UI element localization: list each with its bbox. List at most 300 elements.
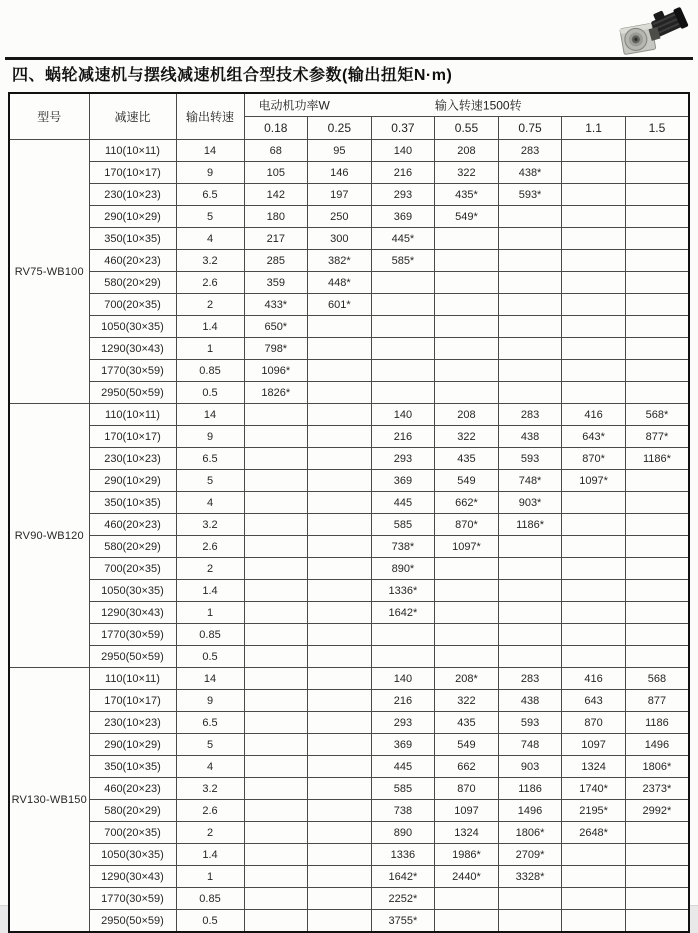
torque-cell	[308, 448, 372, 470]
torque-cell: 180	[244, 206, 308, 228]
output-speed-cell: 9	[176, 162, 244, 184]
table-row	[9, 756, 689, 778]
torque-cell	[562, 910, 626, 933]
torque-cell	[371, 294, 435, 316]
torque-cell: 1097	[562, 734, 626, 756]
torque-cell	[498, 294, 562, 316]
output-speed-cell: 0.5	[176, 646, 244, 668]
torque-cell: 369	[371, 206, 435, 228]
torque-cell: 1826*	[244, 382, 308, 404]
torque-cell	[308, 360, 372, 382]
ratio-cell: 350(10×35)	[89, 756, 176, 778]
torque-cell: 1097*	[562, 470, 626, 492]
table-row	[9, 272, 689, 294]
torque-cell	[308, 338, 372, 360]
torque-cell	[308, 602, 372, 624]
torque-cell: 2373*	[625, 778, 689, 800]
torque-cell	[625, 272, 689, 294]
torque-cell	[625, 470, 689, 492]
torque-cell	[435, 580, 499, 602]
torque-cell	[625, 360, 689, 382]
ratio-cell: 230(10×23)	[89, 712, 176, 734]
table-row	[9, 646, 689, 668]
torque-cell: 369	[371, 734, 435, 756]
torque-cell: 433*	[244, 294, 308, 316]
table-row	[9, 294, 689, 316]
torque-cell	[562, 162, 626, 184]
ratio-cell: 290(10×29)	[89, 206, 176, 228]
table-row	[9, 206, 689, 228]
torque-cell: 890*	[371, 558, 435, 580]
torque-cell	[498, 646, 562, 668]
torque-cell	[562, 360, 626, 382]
torque-cell: 738	[371, 800, 435, 822]
torque-cell: 601*	[308, 294, 372, 316]
torque-cell	[625, 910, 689, 933]
torque-cell: 585	[371, 514, 435, 536]
output-speed-cell: 2.6	[176, 272, 244, 294]
torque-cell	[435, 272, 499, 294]
torque-cell: 285	[244, 250, 308, 272]
torque-cell	[625, 206, 689, 228]
torque-cell: 2992*	[625, 800, 689, 822]
torque-cell: 293	[371, 184, 435, 206]
table-row	[9, 866, 689, 888]
output-speed-cell: 4	[176, 492, 244, 514]
torque-cell	[625, 558, 689, 580]
torque-cell	[371, 624, 435, 646]
torque-cell: 1186*	[498, 514, 562, 536]
torque-cell	[498, 888, 562, 910]
table-row	[9, 712, 689, 734]
ratio-cell: 110(10×11)	[89, 404, 176, 426]
torque-cell	[308, 536, 372, 558]
torque-cell	[371, 338, 435, 360]
col-header-output-speed: 输出转速	[176, 93, 244, 140]
power-column-header: 0.75	[498, 117, 562, 140]
torque-cell	[625, 228, 689, 250]
output-speed-cell: 0.85	[176, 888, 244, 910]
torque-cell: 359	[244, 272, 308, 294]
torque-cell	[308, 844, 372, 866]
torque-cell	[435, 602, 499, 624]
table-row	[9, 624, 689, 646]
torque-cell	[244, 514, 308, 536]
torque-cell	[244, 800, 308, 822]
output-speed-cell: 6.5	[176, 448, 244, 470]
torque-cell: 1096*	[244, 360, 308, 382]
torque-cell	[244, 866, 308, 888]
col-header-ratio: 减速比	[89, 93, 176, 140]
ratio-cell: 110(10×11)	[89, 668, 176, 690]
output-speed-cell: 6.5	[176, 184, 244, 206]
torque-cell: 2440*	[435, 866, 499, 888]
ratio-cell: 350(10×35)	[89, 228, 176, 250]
torque-cell	[308, 492, 372, 514]
torque-cell	[244, 580, 308, 602]
ratio-cell: 170(10×17)	[89, 690, 176, 712]
torque-cell	[435, 338, 499, 360]
torque-cell	[562, 316, 626, 338]
torque-cell: 1642*	[371, 866, 435, 888]
table-row	[9, 558, 689, 580]
torque-cell: 1097	[435, 800, 499, 822]
model-cell: RV75-WB100	[9, 140, 89, 404]
ratio-cell: 230(10×23)	[89, 184, 176, 206]
torque-cell: 216	[371, 162, 435, 184]
torque-cell	[435, 294, 499, 316]
torque-cell: 877	[625, 690, 689, 712]
torque-cell	[435, 250, 499, 272]
power-column-header: 0.37	[371, 117, 435, 140]
output-speed-cell: 2.6	[176, 800, 244, 822]
torque-cell	[308, 822, 372, 844]
output-speed-cell: 9	[176, 426, 244, 448]
torque-cell	[308, 756, 372, 778]
gearmotor-photo-icon	[614, 6, 688, 58]
output-speed-cell: 1	[176, 602, 244, 624]
torque-cell	[371, 382, 435, 404]
torque-cell: 593*	[498, 184, 562, 206]
torque-cell: 2709*	[498, 844, 562, 866]
torque-cell: 870	[435, 778, 499, 800]
torque-cell	[308, 404, 372, 426]
torque-cell: 140	[371, 404, 435, 426]
ratio-cell: 580(20×29)	[89, 800, 176, 822]
torque-cell: 448*	[308, 272, 372, 294]
torque-cell: 2252*	[371, 888, 435, 910]
torque-cell	[244, 492, 308, 514]
torque-cell	[244, 404, 308, 426]
table-row	[9, 800, 689, 822]
torque-cell: 208*	[435, 668, 499, 690]
torque-cell: 283	[498, 668, 562, 690]
output-speed-cell: 9	[176, 690, 244, 712]
torque-cell: 643	[562, 690, 626, 712]
torque-cell: 140	[371, 140, 435, 162]
table-row	[9, 404, 689, 426]
torque-cell: 3328*	[498, 866, 562, 888]
torque-cell: 1642*	[371, 602, 435, 624]
torque-cell	[371, 316, 435, 338]
torque-cell	[244, 558, 308, 580]
torque-cell: 283	[498, 140, 562, 162]
output-speed-cell: 4	[176, 228, 244, 250]
torque-cell: 1496	[498, 800, 562, 822]
torque-cell: 1806*	[625, 756, 689, 778]
ratio-cell: 1050(30×35)	[89, 316, 176, 338]
torque-cell: 870	[562, 712, 626, 734]
output-speed-cell: 2	[176, 822, 244, 844]
torque-cell: 748*	[498, 470, 562, 492]
torque-cell	[244, 734, 308, 756]
torque-cell	[625, 140, 689, 162]
torque-cell	[562, 272, 626, 294]
output-speed-cell: 5	[176, 470, 244, 492]
torque-cell	[498, 580, 562, 602]
torque-cell	[562, 514, 626, 536]
torque-cell	[308, 558, 372, 580]
torque-cell: 549*	[435, 206, 499, 228]
power-column-header: 0.18	[244, 117, 308, 140]
output-speed-cell: 0.5	[176, 382, 244, 404]
torque-cell	[562, 492, 626, 514]
torque-cell: 593	[498, 712, 562, 734]
torque-cell	[308, 624, 372, 646]
torque-cell	[562, 888, 626, 910]
torque-cell: 1336*	[371, 580, 435, 602]
ratio-cell: 1770(30×59)	[89, 888, 176, 910]
ratio-cell: 1290(30×43)	[89, 338, 176, 360]
table-row	[9, 382, 689, 404]
torque-cell	[308, 734, 372, 756]
torque-cell: 416	[562, 404, 626, 426]
ratio-cell: 460(20×23)	[89, 778, 176, 800]
torque-cell: 1740*	[562, 778, 626, 800]
torque-cell: 748	[498, 734, 562, 756]
table-row	[9, 580, 689, 602]
torque-cell: 593	[498, 448, 562, 470]
torque-cell	[625, 338, 689, 360]
torque-cell: 1986*	[435, 844, 499, 866]
ratio-cell: 1770(30×59)	[89, 360, 176, 382]
torque-cell	[625, 382, 689, 404]
torque-cell	[498, 250, 562, 272]
torque-cell	[308, 668, 372, 690]
ratio-cell: 110(10×11)	[89, 140, 176, 162]
torque-cell	[498, 536, 562, 558]
torque-cell	[625, 184, 689, 206]
torque-cell	[435, 646, 499, 668]
horizontal-rule	[5, 57, 693, 60]
torque-cell	[308, 316, 372, 338]
torque-cell: 438	[498, 426, 562, 448]
power-column-header: 1.5	[625, 117, 689, 140]
table-row	[9, 338, 689, 360]
torque-cell	[562, 184, 626, 206]
torque-cell	[308, 910, 372, 933]
torque-cell	[371, 360, 435, 382]
output-speed-cell: 0.5	[176, 910, 244, 933]
torque-cell	[625, 162, 689, 184]
torque-cell: 322	[435, 690, 499, 712]
torque-cell	[244, 470, 308, 492]
torque-cell	[625, 250, 689, 272]
torque-cell: 1097*	[435, 536, 499, 558]
torque-cell	[308, 888, 372, 910]
torque-cell	[498, 624, 562, 646]
ratio-cell: 290(10×29)	[89, 734, 176, 756]
ratio-cell: 170(10×17)	[89, 162, 176, 184]
torque-cell: 1336	[371, 844, 435, 866]
col-header-input-speed: 输入转速1500转	[434, 98, 522, 113]
torque-cell: 1324	[562, 756, 626, 778]
torque-cell	[244, 712, 308, 734]
table-row	[9, 140, 689, 162]
table-row	[9, 536, 689, 558]
ratio-cell: 2950(50×59)	[89, 382, 176, 404]
torque-cell: 283	[498, 404, 562, 426]
torque-cell: 140	[371, 668, 435, 690]
output-speed-cell: 1	[176, 338, 244, 360]
output-speed-cell: 1.4	[176, 580, 244, 602]
torque-cell	[498, 910, 562, 933]
torque-cell: 438	[498, 690, 562, 712]
torque-cell	[308, 778, 372, 800]
output-speed-cell: 1.4	[176, 316, 244, 338]
torque-cell	[498, 228, 562, 250]
col-header-model: 型号	[9, 93, 89, 140]
torque-cell	[625, 602, 689, 624]
ratio-cell: 700(20×35)	[89, 558, 176, 580]
torque-cell: 105	[244, 162, 308, 184]
torque-cell	[371, 646, 435, 668]
torque-cell	[244, 844, 308, 866]
torque-cell	[308, 382, 372, 404]
torque-cell: 1806*	[498, 822, 562, 844]
torque-cell: 643*	[562, 426, 626, 448]
table-row	[9, 250, 689, 272]
torque-cell	[625, 844, 689, 866]
torque-cell: 903	[498, 756, 562, 778]
torque-cell: 438*	[498, 162, 562, 184]
torque-cell	[498, 382, 562, 404]
table-row	[9, 910, 689, 933]
output-speed-cell: 0.85	[176, 624, 244, 646]
torque-cell: 68	[244, 140, 308, 162]
ratio-cell: 2950(50×59)	[89, 910, 176, 933]
torque-cell	[562, 382, 626, 404]
torque-cell	[498, 272, 562, 294]
torque-cell	[435, 558, 499, 580]
table-row	[9, 426, 689, 448]
torque-cell: 445	[371, 756, 435, 778]
torque-cell	[308, 426, 372, 448]
torque-cell	[244, 448, 308, 470]
torque-cell	[625, 536, 689, 558]
ratio-cell: 1290(30×43)	[89, 866, 176, 888]
torque-cell: 217	[244, 228, 308, 250]
ratio-cell: 700(20×35)	[89, 822, 176, 844]
output-speed-cell: 14	[176, 140, 244, 162]
table-row	[9, 492, 689, 514]
torque-cell	[308, 646, 372, 668]
torque-cell	[625, 646, 689, 668]
torque-cell: 738*	[371, 536, 435, 558]
torque-cell	[244, 668, 308, 690]
torque-cell	[625, 888, 689, 910]
torque-cell: 146	[308, 162, 372, 184]
torque-cell: 870*	[562, 448, 626, 470]
ratio-cell: 460(20×23)	[89, 250, 176, 272]
torque-cell: 1324	[435, 822, 499, 844]
torque-cell: 322	[435, 162, 499, 184]
torque-cell	[498, 316, 562, 338]
torque-cell: 2648*	[562, 822, 626, 844]
torque-cell	[562, 294, 626, 316]
torque-cell	[244, 426, 308, 448]
torque-cell	[625, 294, 689, 316]
torque-cell: 870*	[435, 514, 499, 536]
output-speed-cell: 6.5	[176, 712, 244, 734]
torque-cell	[562, 602, 626, 624]
torque-cell: 568	[625, 668, 689, 690]
torque-cell: 208	[435, 140, 499, 162]
torque-cell: 445*	[371, 228, 435, 250]
torque-cell	[625, 580, 689, 602]
table-row	[9, 668, 689, 690]
model-cell: RV130-WB150	[9, 668, 89, 933]
torque-cell	[244, 778, 308, 800]
ratio-cell: 230(10×23)	[89, 448, 176, 470]
torque-cell	[244, 910, 308, 933]
torque-cell	[562, 536, 626, 558]
torque-cell	[244, 888, 308, 910]
torque-cell	[371, 272, 435, 294]
torque-cell: 877*	[625, 426, 689, 448]
ratio-cell: 460(20×23)	[89, 514, 176, 536]
ratio-cell: 170(10×17)	[89, 426, 176, 448]
torque-cell	[435, 624, 499, 646]
torque-cell: 1496	[625, 734, 689, 756]
torque-cell	[498, 602, 562, 624]
output-speed-cell: 1.4	[176, 844, 244, 866]
torque-cell	[435, 228, 499, 250]
torque-cell	[435, 382, 499, 404]
torque-cell: 568*	[625, 404, 689, 426]
torque-cell: 798*	[244, 338, 308, 360]
torque-cell	[625, 492, 689, 514]
torque-cell: 549	[435, 470, 499, 492]
torque-cell: 662*	[435, 492, 499, 514]
torque-cell	[562, 140, 626, 162]
torque-cell	[498, 360, 562, 382]
power-column-header: 0.55	[435, 117, 499, 140]
torque-cell	[562, 206, 626, 228]
torque-cell	[562, 866, 626, 888]
torque-cell	[625, 866, 689, 888]
torque-cell	[498, 338, 562, 360]
table-row	[9, 888, 689, 910]
output-speed-cell: 3.2	[176, 514, 244, 536]
table-row	[9, 690, 689, 712]
torque-cell	[562, 646, 626, 668]
torque-cell	[435, 910, 499, 933]
torque-cell	[435, 360, 499, 382]
ratio-cell: 2950(50×59)	[89, 646, 176, 668]
table-row	[9, 360, 689, 382]
torque-cell	[562, 338, 626, 360]
torque-cell: 250	[308, 206, 372, 228]
torque-cell: 416	[562, 668, 626, 690]
torque-cell: 208	[435, 404, 499, 426]
torque-cell	[244, 624, 308, 646]
torque-cell: 662	[435, 756, 499, 778]
torque-cell	[435, 888, 499, 910]
col-header-power-group	[244, 93, 689, 117]
torque-cell: 216	[371, 426, 435, 448]
torque-cell: 890	[371, 822, 435, 844]
torque-cell	[562, 228, 626, 250]
model-cell: RV90-WB120	[9, 404, 89, 668]
torque-cell	[562, 580, 626, 602]
ratio-cell: 700(20×35)	[89, 294, 176, 316]
section-title: 四、蜗轮减速机与摆线减速机组合型技术参数(输出扭矩N·m)	[12, 67, 453, 84]
torque-cell	[625, 514, 689, 536]
torque-cell: 369	[371, 470, 435, 492]
torque-cell	[308, 690, 372, 712]
torque-cell: 197	[308, 184, 372, 206]
